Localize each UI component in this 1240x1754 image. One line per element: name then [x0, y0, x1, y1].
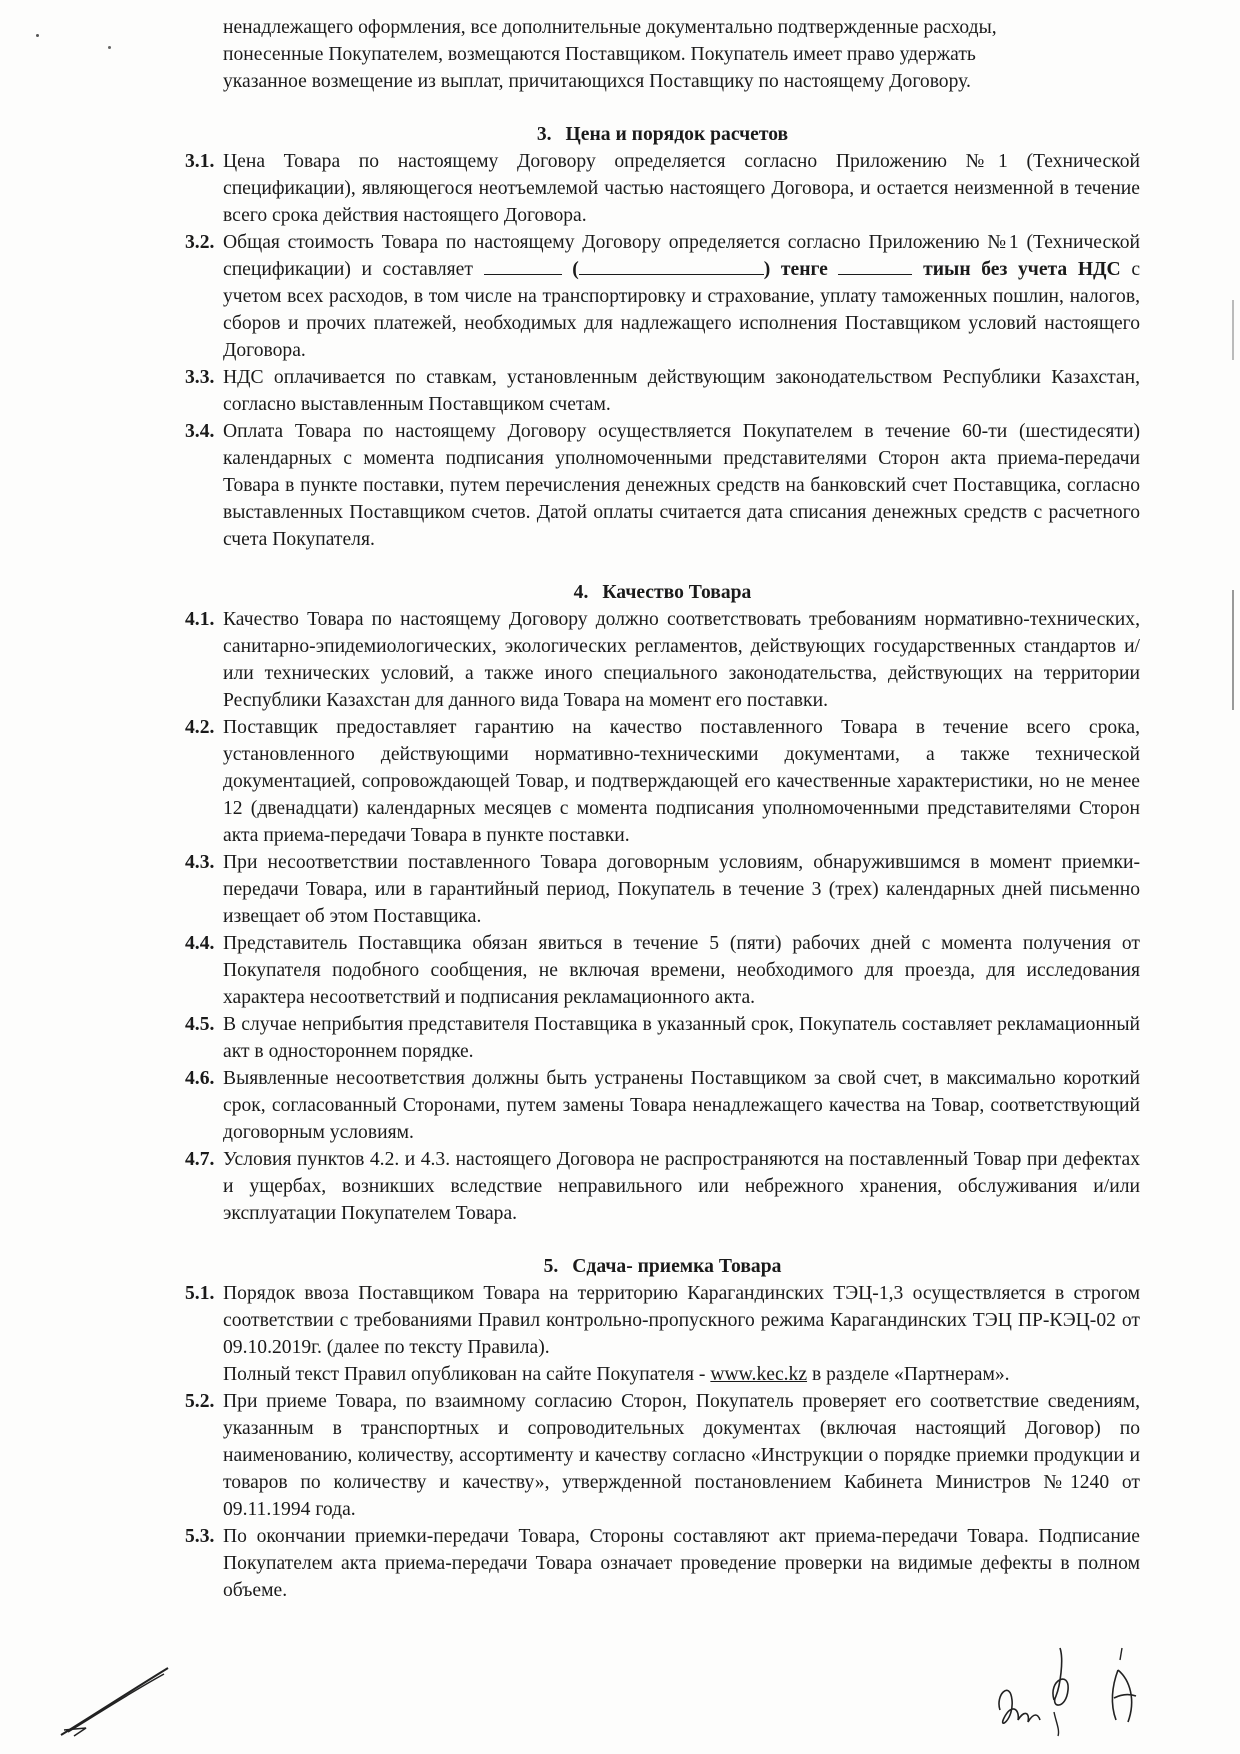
- section-5-heading: [185, 1253, 1140, 1280]
- clause-5-3: [185, 1523, 1140, 1604]
- clause-number: 4.3.: [185, 852, 215, 873]
- scan-edge-mark: [1232, 590, 1234, 710]
- website-link[interactable]: www.kec.kz: [710, 1364, 808, 1385]
- clause-3-3: [185, 364, 1140, 418]
- clause-5-2: [185, 1388, 1140, 1523]
- paren-open: (: [572, 259, 579, 280]
- clause-text: Оплата Товара по настоящему Договору осуществляется Покупателем в течение 60-ти (шестидесяти) календарных с момента подписания уполномоченными представителями Сторон акта приема-передачи Товара в пункте поставки, путем перечисления денежных средств на банковский счет Поставщика, согласно выставленных Поставщиком счетов. Датой оплаты считается дата списания денежных средств с расчетного счета Покупателя.: [223, 421, 1140, 550]
- section-number: 5.: [543, 1256, 559, 1277]
- scan-edge-mark: [1232, 300, 1234, 360]
- clause-number: 3.4.: [185, 421, 215, 442]
- clause-text: с учетом всех расходов, в том числе на транспортировку и страхование, уплату таможенных пошлин, налогов, сборов и прочих платежей, необходимых для надлежащего исполнения Поставщиком условий настоящего Договора.: [223, 259, 1141, 361]
- clause-number: 5.2.: [185, 1391, 215, 1412]
- clause-text: По окончании приемки-передачи Товара, Стороны составляют акт приема-передачи Товара. Подписание Покупателем акта приема-передачи Товара означает проведение проверки на видимые дефекты в полном объеме.: [223, 1526, 1140, 1601]
- section-number: 3.: [536, 124, 552, 145]
- clause-text: При приеме Товара, по взаимному согласию Сторон, Покупатель проверяет его соответствие сведениям, указанным в транспортных и сопроводительных документах (включая настоящий Договор) по наименованию, количеству, ассортименту и качеству согласно «Инструкции о порядке приемки продукции и товаров по количеству и качеству», утвержденной постановлением Кабинета Министров №1240 от 09.11.1994 года.: [223, 1391, 1140, 1520]
- clause-text: Выявленные несоответствия должны быть устранены Поставщиком за свой счет, в максимально короткий срок, согласованный Сторонами, путем замены Товара ненадлежащего качества на Товар, соответствующий договорным условиям.: [223, 1068, 1140, 1143]
- clause-text: При несоответствии поставленного Товара договорным условиям, обнаружившимся в момент приемки-передачи Товара, или в гарантийный период, Покупатель в течение 3 (трех) календарных дней письменно извещает об этом Поставщика.: [223, 852, 1140, 927]
- clause-4-3: [185, 849, 1140, 930]
- clause-number: 5.1.: [185, 1283, 215, 1304]
- clause-3-1: [185, 148, 1140, 229]
- clause-4-5: [185, 1011, 1140, 1065]
- scan-speck: [108, 46, 111, 49]
- clause-4-1: [185, 606, 1140, 714]
- clause-number: 3.3.: [185, 367, 215, 388]
- scan-speck: [36, 34, 39, 37]
- intro-line: ненадлежащего оформления, все дополнительные документально подтвержденные расходы,: [223, 17, 997, 38]
- clause-text: Поставщик предоставляет гарантию на качество поставленного Товара в течение всего срока, установленного действующими нормативно-техническими документами, а также технической документацией, сопровождающей Товар, и подтверждающей его качественные характеристики, но не менее 12 (двенадцати) календарных месяцев с момента подписания уполномоченными представителями Сторон акта приема-передачи Товара в пункте поставки.: [223, 717, 1140, 846]
- clause-4-2: [185, 714, 1140, 849]
- section-4-heading: [185, 579, 1140, 606]
- section-number: 4.: [573, 582, 589, 603]
- clause-number: 4.7.: [185, 1149, 215, 1170]
- clause-text: Общая стоимость Товара по настоящему Договору определяется согласно Приложению №1 (Технической спецификации) и составляет: [223, 232, 1140, 280]
- intro-paragraph: [185, 14, 1140, 95]
- clause-4-4: [185, 930, 1140, 1011]
- section-title: Сдача- приемка Товара: [572, 1256, 782, 1277]
- clause-number: 4.4.: [185, 933, 215, 954]
- clause-text: Цена Товара по настоящему Договору определяется согласно Приложению №1 (Технической спецификации), являющегося неотъемлемой частью настоящего Договора, и остается неизменной в течение всего срока действия настоящего Договора.: [223, 151, 1140, 226]
- clause-text: в разделе «Партнерам».: [811, 1364, 1010, 1385]
- clause-5-1: [185, 1280, 1140, 1388]
- section-title: Цена и порядок расчетов: [565, 124, 789, 145]
- clause-text: В случае неприбытия представителя Поставщика в указанный срок, Покупатель составляет рекламационный акт в одностороннем порядке.: [223, 1014, 1140, 1062]
- clause-3-4: [185, 418, 1140, 553]
- intro-line: указанное возмещение из выплат, причитающихся Поставщику по настоящему Договору.: [223, 71, 971, 92]
- signature-stroke-left: [56, 1660, 176, 1740]
- clause-text: Представитель Поставщика обязан явиться в течение 5 (пяти) рабочих дней с момента получения от Покупателя подобного сообщения, не включая времени, необходимого для проезда, для исследования характера несоответствий и подписания рекламационного акта.: [223, 933, 1140, 1008]
- clause-number: 4.5.: [185, 1014, 215, 1035]
- currency-label: тенге: [780, 259, 828, 280]
- paren-close: ): [763, 259, 771, 280]
- clause-number: 3.1.: [185, 151, 215, 172]
- clause-number: 4.6.: [185, 1068, 215, 1089]
- initials-signature: [990, 1640, 1150, 1740]
- clause-4-6: [185, 1065, 1140, 1146]
- section-title: Качество Товара: [602, 582, 752, 603]
- clause-number: 4.2.: [185, 717, 215, 738]
- amount-blank: [484, 256, 562, 275]
- clause-text: Условия пунктов 4.2. и 4.3. настоящего Договора не распространяются на поставленный Товар при дефектах и ущербах, возникших вследствие неправильного или небрежного хранения, обслуживания и/или эксплуатации Покупателем Товара.: [223, 1149, 1140, 1224]
- clause-3-2: [185, 229, 1140, 364]
- clause-number: 3.2.: [185, 232, 215, 253]
- clause-4-7: [185, 1146, 1140, 1227]
- clause-text: НДС оплачивается по ставкам, установленным действующим законодательством Республики Казахстан, согласно выставленным Поставщиком счетам.: [223, 367, 1140, 415]
- clause-text: Полный текст Правил опубликован на сайте Покупателя -: [223, 1364, 706, 1385]
- clause-text: Порядок ввоза Поставщиком Товара на территорию Карагандинских ТЭЦ-1,3 осуществляется в строгом соответствии с требованиями Правил контрольно-пропускного режима Карагандинских ТЭЦ ПР-КЭЦ-02 от 09.10.2019г. (далее по тексту Правила).: [223, 1283, 1140, 1358]
- amount-words-blank: [579, 256, 764, 275]
- document-body: [185, 14, 1140, 1604]
- clause-number: 5.3.: [185, 1526, 215, 1547]
- vat-note: тиын без учета НДС: [923, 259, 1121, 280]
- clause-number: 4.1.: [185, 609, 215, 630]
- section-3-heading: [185, 121, 1140, 148]
- intro-line: понесенные Покупателем, возмещаются Поставщиком. Покупатель имеет право удержать: [223, 44, 976, 65]
- tiyn-blank: [838, 256, 912, 275]
- clause-text: Качество Товара по настоящему Договору должно соответствовать требованиям нормативно-технических, санитарно-эпидемиологических, экологических регламентов, действующих государственных стандартов и/или технических условий, а также иного специального законодательства, действующих на территории Республики Казахстан для данного вида Товара на момент его поставки.: [223, 609, 1140, 711]
